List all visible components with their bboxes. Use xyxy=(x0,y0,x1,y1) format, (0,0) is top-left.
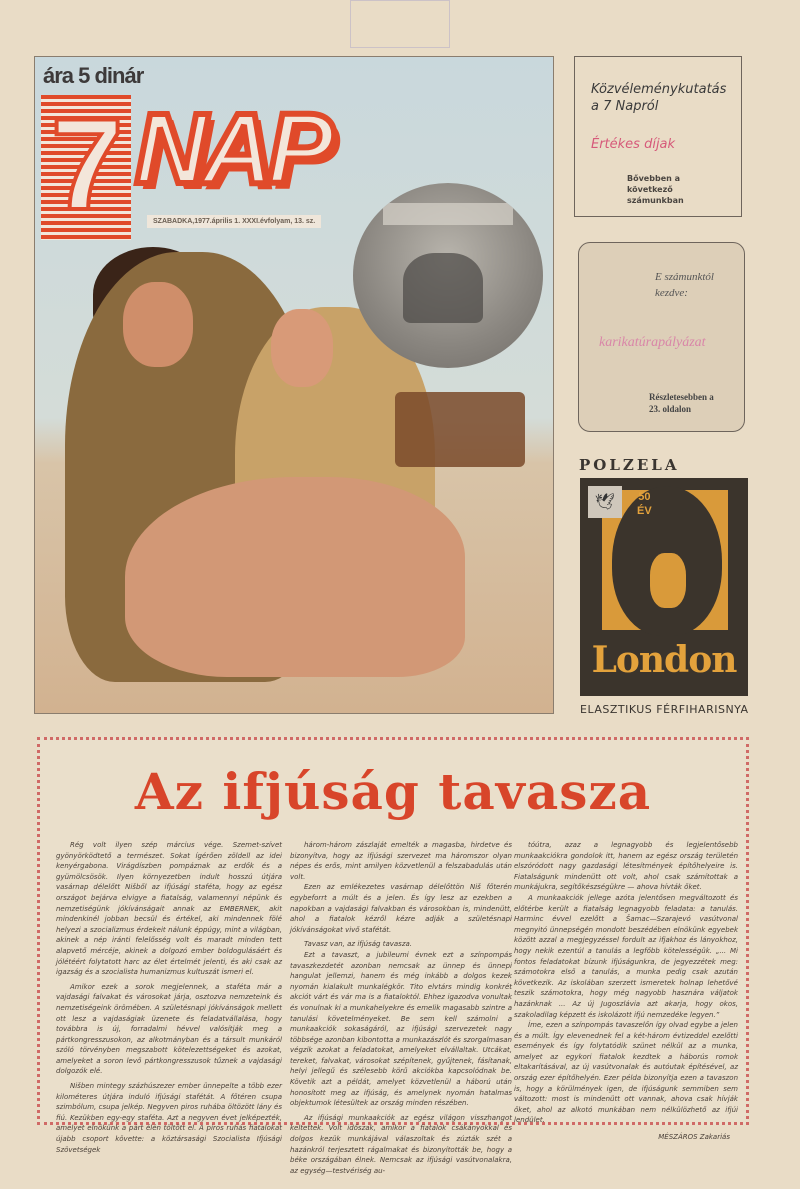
ad-brand-top: POLZELA xyxy=(579,456,680,474)
advertisement xyxy=(580,478,748,696)
photo-legs xyxy=(125,477,465,677)
article-column-1 xyxy=(56,840,282,1155)
survey-note: Bővebben a következő számunkban xyxy=(627,174,684,205)
paragraph: Az ifjúsági munkaakciók az egész világon visszhangot keltettek. Volt időszak, amikor a fiatalok csákányokkal és dolgos kezük munkájával válaszoltak és zúzták szét a hazánkról terjesztett rágalmakat és bizonyították be, hogy a béke országában élnek. Nemcsak az ifjúsági vasútvonalakra, az egység—testvériség au- xyxy=(290,1113,512,1175)
archive-stamp xyxy=(350,0,450,48)
ad-brand: London xyxy=(591,639,737,681)
article-column-2 xyxy=(290,840,512,1176)
paragraph: Ezen az emlékezetes vasárnap délelőttön Niš főterén egybeforrt a múlt és a jelen. És így lesz az ezekben a napokban a vajdasági falvakban és városokban is, mindenütt, ahol a fiatalok kézről kézre adják a születésnapi jókívánságokat vivő stafétát. xyxy=(290,883,512,934)
paragraph: tóútra, azaz a legnagyobb és legjelentősebb munkaakciókra gondolok itt, hanem az egész ország területén elszóródott nagy gazdasági létesítmények építőhelyeire is. Fiatalságunk mindenütt ott volt, ahol csak számítottak a munkájukra, segítőkészségükre — ahova hívták őket. xyxy=(514,841,738,892)
paragraph: Rég volt ilyen szép március vége. Szemet-szívet gyönyörködtető a természet. Sokat ígérően zöldell az idei kenyérgabona. Virágdíszben pompáznak az erdők és a gyümölcsösök. Ilyen környezetben indult hosszú útjára vasárnap délelőtt Nišből az ifjúsági stafétа, hogy az egész országot bejárva elvigye a fiatalság, valamennyi népünk és nemzetiségünk jókívánságait annak az EMBERNEK, akit mindenkinél jobban becsül és értékel, aki mindennek fölé helyezi a szocializmus érdekeit nálunk éppúgy, mint a világban, akinek a nép iránti felelősség volt és maradt minden tett alapvető mércéje, akinek a dolgozó ember boldogulásáért és jólétéért folytatott harc az élet értelmét jelenti, és aki csak az igazság és a szocialista humanizmus kultuszát ismeri el. xyxy=(56,841,282,977)
article-column-3 xyxy=(514,840,738,1143)
cover-photo xyxy=(34,56,554,714)
photo-girl-right-face xyxy=(271,309,333,387)
price-label: ára 5 dinár xyxy=(43,63,144,88)
ad-anniversary: 50 ÉV xyxy=(637,491,652,517)
contest-intro: E számunktól kezdve: xyxy=(655,271,714,299)
logo-word: NAP xyxy=(135,93,329,205)
paragraph: Ezt a tavaszt, a jubileumi évnek ezt a színpompás tavaszkezdetét azonban nemcsak az ünnep és ünnepi hangulat jellemzi, hanem és még inkább a dolgos kezek nyomán kialakult munkalégkör. Tito elvtárs mindig konkrét akciót várt és vár ma is a fiataloktól. Ehhez igazodva vonultak és vonulnak ki a munkahelyekre és emelik magasabb szintre a tanulási követelményeket. Be sem kell számolni a munkaakciók sokaságáról, az ifjúsági szervezetek nagy többsége azonban kibontotta a munkazászlót és szorgalmasan végzik azokat a feladatokat, amelyeket elvállaltak. Utcákat, tereket, falvakat, városokat szépítenek, gyűjtenek, fásítanak, helyi jellegű és szélesebb körű akciókba kapcsolódnak be. Követik azt a példát, amelyet közvetlenül a háború után honosított meg az ifjúság, és amelynek nyomán hatalmas objektumok létesültek az ország minden részében. xyxy=(290,950,512,1108)
paragraph: A munkaakciók jellege azóta jelentősen megváltozott és előtérbe került a fiatalság legnagyobb feladata: a tanulás. Harminc évvel ezelőtt a Šamac—Szarajevó vasútvonal megnyitó ünnepségén mondott beszédében elnökünk egyebek között azzal a megjegyzéssel fordult az ifjakhoz és lányokhoz, hogy nekik ezentúl a tanulás a legfőbb kötelességük. „... Mi fontos feladatokat bízunk ifjúságunkra, de jegyezzétek meg: számotokra első a tanulás, a munka pedig csak azután következik. Az iskolában szerzett ismeretek holnap lehetővé teszik számotokra, hogy még nagyobb hasznára váljatok hazánknak ... Az új Jugoszlávia azt akarja, hogy okos, szakoladilag képzett és iskolázott ifjú nemzedéke legyen.” xyxy=(514,893,738,1019)
swallow-logo-icon: 🕊 xyxy=(588,486,622,518)
paragraph: Tavasz van, az ifjúság tavasza. xyxy=(304,940,413,949)
contest-highlight: karikatúrapályázat xyxy=(599,335,706,350)
paragraph: Íme, ezen a színpompás tavaszelőn így olvad egybe a jelen és a múlt. Így elevenednek fel a két-három évtizeddel ezelőtti események és így folytatódik szünet nélkül az a munka, amelyet az egykori fiatalok kezdtek a háborús romok eltakarításával, az új vasútvonalak és autóutak építésével, az ország ezer építőhelyén. Ezer példa bizonyítja ezen a tavaszon is, hogy a körülmények igen, de ifjúságunk semmiben sem változott: most is mindenütt ott vannak, ahova csak hívják őket, ahol az alkotó munkában nem nélkülözhető az ifjúi lendület. xyxy=(514,1021,738,1125)
photo-tractor xyxy=(395,392,525,467)
survey-box xyxy=(574,56,742,217)
inset-photo-circle xyxy=(353,183,543,368)
photo-girl-left-face xyxy=(123,282,193,367)
ad-tagline: ELASZTIKUS FÉRFIHARISNYA xyxy=(580,703,749,716)
paragraph: Amikor ezek a sorok megjelennek, a staféta már a vajdasági falvakat és városokat járja, osztozva nemzeteink és nemzetiségeink örömében. A születésnapi jókívánságok mellett ott lesz a vajdaságiak üzenete és feladatvállalása, hogy továbbra is új, forradalmi hévvel valósítják meg a pártkongresszusokon, az alkotmányban és a társult munkáról szóló törvényben megszabott kötelezettségeket és azokat, amelyeket a soron levő pártkongresszusok tűznek a vajdasági dolgozók elé. xyxy=(56,982,282,1076)
logo-number: 7 xyxy=(41,95,131,240)
article xyxy=(37,737,749,1175)
contest-note: Részletesebben a 23. oldalon xyxy=(649,392,714,414)
author-signature: MÉSZÁROS Zakariás xyxy=(658,1133,730,1142)
paragraph: Nišben mintegy százhúszezer ember ünnepelte a több ezer kilométeres útjára induló ifjúsági stafétát. A főtéren csupa szimbólum, csupa jelkép. Negyven piros ruhába öltözött lány és fiú. Kezükben egy-egy staféta. Azt a negyven évet jelképezték, amelyet elnökünk a párt élén töltött el. A piros ruhás fiatalokat újabb csoport követte: a köztársasági Szocialista Ifjúsági Szövetségek xyxy=(56,1082,282,1154)
survey-highlight: Értékes díjak xyxy=(591,137,676,152)
paragraph: három-három zászlaját emelték a magasba, hirdetve és bizonyítva, hogy az ifjúsági szervezet ma háromszor olyan népes és erős, mint amilyen közvetlenül a felszabadulás után volt. xyxy=(290,841,512,881)
ad-face xyxy=(650,553,686,608)
dateline: SZABADKA,1977.április 1. XXXI.évfolyam, 13. sz. xyxy=(147,215,321,228)
article-headline: Az ifjúság tavasza xyxy=(134,762,652,821)
survey-title: Közvéleménykutatás a 7 Napról xyxy=(591,82,727,114)
contest-box xyxy=(578,242,745,432)
